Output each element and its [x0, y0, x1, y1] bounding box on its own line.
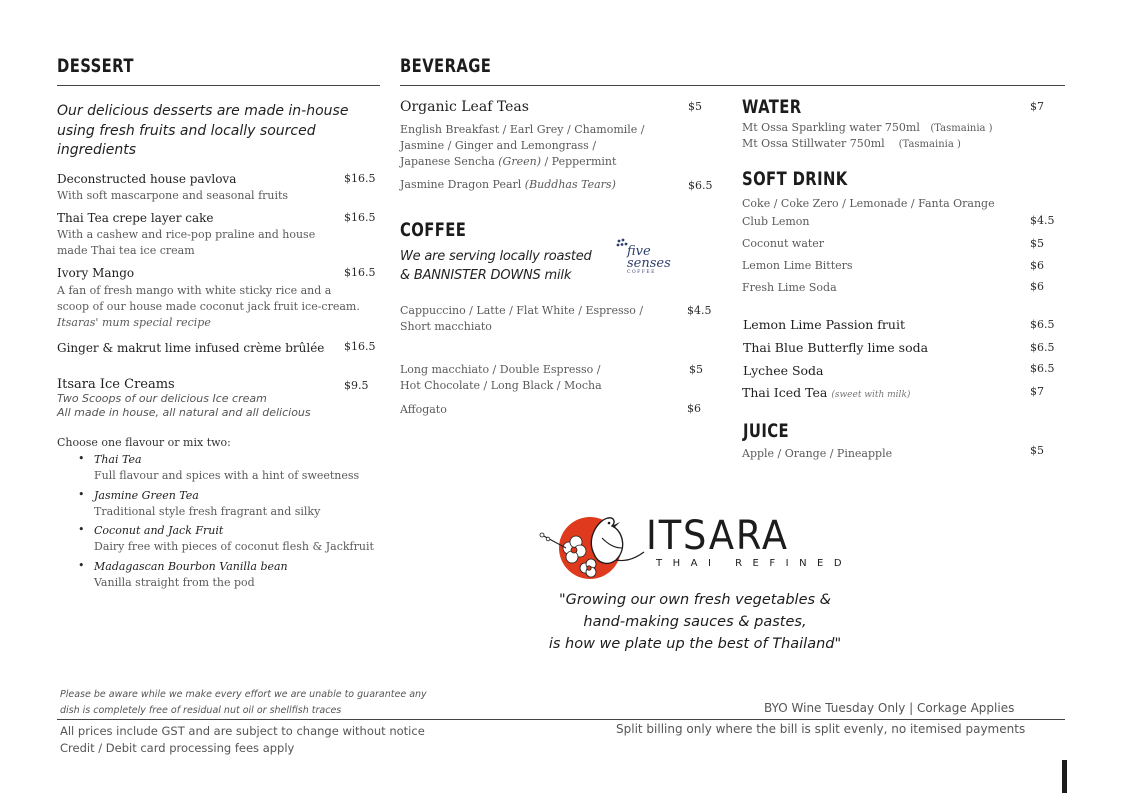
list-item: • Thai Tea Full flavour and spices with a hint of sweetness — [78, 452, 360, 482]
dessert-item-desc: With a cashew and rice-pop praline and house made Thai tea ice cream — [57, 228, 316, 257]
split-billing-notice: Split billing only where the bill is split evenly, no itemised payments — [616, 722, 1026, 736]
water-line: Mt Ossa Stillwater 750ml (Tasmainia ) — [742, 137, 961, 150]
coffee-item: Long macchiato / Double Espresso / Hot Chocolate / Long Black / Mocha — [400, 363, 602, 392]
special-drink: Lemon Lime Passion fruit — [743, 317, 905, 332]
water-price: $7 — [1030, 100, 1044, 113]
coffee-item-price: $6 — [687, 402, 701, 415]
soft-drink-price: $5 — [1030, 237, 1044, 250]
soft-drink-item: Fresh Lime Soda — [742, 281, 837, 294]
logo-word-senses: senses — [627, 256, 671, 271]
soft-drink-item: Club Lemon — [742, 215, 810, 228]
byo-notice: BYO Wine Tuesday Only | Corkage Applies — [764, 701, 1015, 715]
brand-name: ITSARA — [646, 513, 789, 559]
dessert-item-name: Deconstructed house pavlova — [57, 172, 237, 186]
soft-drink-heading: SOFT DRINK — [742, 168, 848, 190]
list-item: • Madagascan Bourbon Vanilla bean Vanilla straight from the pod — [78, 558, 288, 589]
dessert-item-price: $16.5 — [344, 266, 376, 279]
five-senses-logo — [614, 238, 676, 282]
dessert-item-price: $16.5 — [344, 172, 376, 185]
water-heading: WATER — [742, 96, 802, 118]
dragon-pearl: Jasmine Dragon Pearl (Buddhas Tears) — [400, 178, 616, 191]
coffee-heading: COFFEE — [400, 219, 467, 241]
allergy-notice: Please be aware while we make every effort we are unable to guarantee any dish is completely free of residual nut oil or shellfish traces — [60, 689, 427, 716]
dessert-item-desc: A fan of fresh mango with white sticky rice and a scoop of our house made coconut jack fruit ice-cream. Itsaras' mum special recipe — [57, 284, 360, 329]
brand-quote: "Growing our own fresh vegetables & hand-making sauces & pastes, is how we plate up the best of Thailand" — [548, 592, 842, 652]
ice-cream-desc: Two Scoops of our delicious Ice cream All made in house, all natural and all delicious — [57, 392, 311, 419]
teas-list: English Breakfast / Earl Grey / Chamomile / Jasmine / Ginger and Lemongrass / Japanese Sencha (Green) / Peppermint — [400, 123, 645, 168]
footer-divider — [57, 719, 1065, 720]
flavour-list — [57, 452, 397, 594]
teas-title: Organic Leaf Teas — [400, 99, 529, 115]
gst-notice: All prices include GST and are subject to change without notice Credit / Debit card processing fees apply — [60, 724, 425, 755]
soft-drink-price: $6 — [1030, 280, 1044, 293]
coffee-item-price: $4.5 — [687, 304, 712, 317]
dessert-heading: DESSERT — [57, 55, 134, 77]
dragon-pearl-price: $6.5 — [688, 179, 713, 192]
coffee-item: Affogato — [400, 403, 447, 416]
soft-drink-price: $4.5 — [1030, 214, 1055, 227]
special-drink-price: $6.5 — [1030, 318, 1055, 331]
dessert-item-name: Ginger & makrut lime infused crème brûlée — [57, 341, 325, 355]
water-line: Mt Ossa Sparkling water 750ml (Tasmainia ) — [742, 121, 993, 134]
dessert-item-name: Ivory Mango — [57, 266, 135, 280]
special-drink-price: $7 — [1030, 385, 1044, 398]
special-drink-price: $6.5 — [1030, 341, 1055, 354]
dessert-item-price: $16.5 — [344, 211, 376, 224]
teas-price: $5 — [688, 100, 702, 113]
list-item: • Coconut and Jack Fruit Dairy free with pieces of coconut flesh & Jackfruit — [78, 523, 374, 553]
dessert-item-name: Thai Tea crepe layer cake — [57, 211, 214, 225]
special-drink: Thai Iced Tea (sweet with milk) — [742, 385, 911, 400]
juice-price: $5 — [1030, 444, 1044, 457]
ice-cream-title: Itsara Ice Creams — [57, 377, 175, 392]
juice-line: Apple / Orange / Pineapple — [742, 447, 893, 460]
ice-cream-price: $9.5 — [344, 379, 369, 392]
soft-drink-item: Lemon Lime Bitters — [742, 259, 853, 272]
dessert-item-desc: With soft mascarpone and seasonal fruits — [57, 189, 289, 202]
juice-heading: JUICE — [743, 420, 790, 442]
coffee-intro: We are serving locally roasted & BANNISTER DOWNS milk — [400, 249, 592, 283]
soft-drink-line: Coke / Coke Zero / Lemonade / Fanta Orange — [742, 197, 995, 210]
itsara-logo — [536, 508, 853, 584]
beverage-heading: BEVERAGE — [400, 55, 492, 77]
page-edge-marker — [1062, 760, 1067, 793]
brand-tagline: THAI REFINED — [656, 558, 853, 569]
logo-word-five: five — [627, 244, 651, 259]
ice-cream-choose: Choose one flavour or mix two: — [57, 436, 231, 449]
special-drink: Thai Blue Butterfly lime soda — [743, 340, 929, 355]
soft-drink-item: Coconut water — [742, 237, 825, 250]
special-drink: Lychee Soda — [743, 363, 824, 378]
soft-drink-price: $6 — [1030, 259, 1044, 272]
coffee-item: Cappuccino / Latte / Flat White / Espresso / Short macchiato — [400, 304, 644, 333]
logo-word-coffee: COFFEE — [627, 270, 656, 275]
beverage-divider — [400, 85, 1065, 86]
dessert-divider — [57, 85, 380, 86]
dessert-intro: Our delicious desserts are made in-house using fresh fruits and locally sourced ingredients — [57, 103, 349, 158]
bird-flower-icon — [536, 508, 646, 584]
list-item: • Jasmine Green Tea Traditional style fresh fragrant and silky — [78, 487, 321, 518]
dessert-item-price: $16.5 — [344, 340, 376, 353]
coffee-item-price: $5 — [689, 363, 703, 376]
special-drink-price: $6.5 — [1030, 362, 1055, 375]
